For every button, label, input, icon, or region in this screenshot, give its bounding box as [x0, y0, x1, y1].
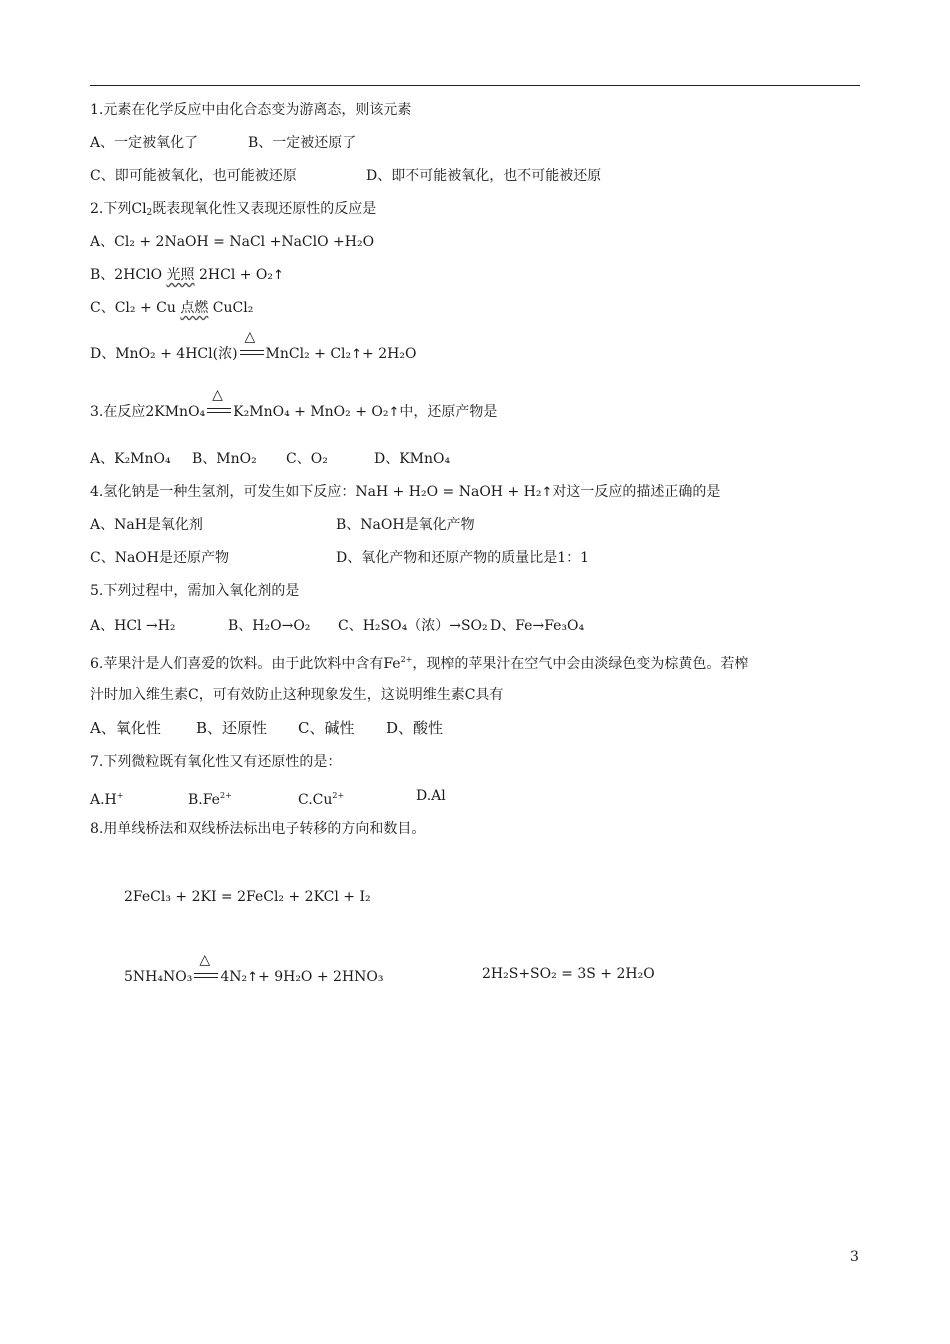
q1-option-c: C、即可能被氧化，也可能被还原	[90, 168, 297, 184]
heat-equals-icon	[240, 329, 264, 360]
q2-stem-post: 既表现氧化性又表现还原性的反应是	[152, 201, 377, 217]
q2-option-c	[90, 299, 253, 317]
q1-option-a: A、一定被氧化了	[90, 135, 199, 151]
q1-stem: 1.元素在化学反应中由化合态变为游离态，则该元素	[90, 102, 412, 118]
q8-eq2-pre: 5NH₄NO₃	[124, 969, 193, 985]
q2-b-pre: B、2HClO	[90, 267, 163, 283]
q3-option-a: A、K₂MnO₄	[90, 451, 171, 467]
q2-d-pre: D、MnO₂ + 4HCl(浓)	[90, 346, 238, 362]
q2-c-condition: 点燃	[180, 300, 209, 316]
q7-stem: 7.下列微粒既有氧化性又有还原性的是：	[90, 754, 342, 770]
q2-option-a: A、Cl₂ + 2NaOH = NaCl +NaClO +H₂O	[90, 234, 375, 250]
page-number: 3	[850, 1249, 859, 1265]
q4-stem-post: 对这一反应的描述正确的是	[552, 484, 721, 500]
q8-eq2-post: 4N₂	[220, 969, 248, 985]
q4-option-d: D、氧化产物和还原产物的质量比是1：1	[336, 550, 590, 566]
q7-b-sup: 2+	[219, 791, 232, 800]
gas-up-arrow-icon: ↑	[351, 347, 363, 362]
q8-eq2-tail: + 9H₂O + 2HNO₃	[258, 969, 384, 985]
q5-option-a: A、HCl →H₂	[90, 618, 176, 634]
q4-option-c: C、NaOH是还原产物	[90, 550, 229, 566]
q6-option-a: A、氧化性	[90, 719, 161, 737]
q3-option-d: D、KMnO₄	[374, 451, 451, 467]
q3-stem	[90, 387, 498, 422]
q6-option-d: D、酸性	[386, 719, 444, 737]
q2-c-pre: C、Cl₂ + Cu	[90, 300, 176, 316]
q6-stem-2: 汁时加入维生素C，可有效防止这种现象发生，这说明维生素C具有	[90, 687, 504, 703]
q6-option-c: C、碱性	[298, 719, 355, 737]
gas-up-arrow-icon: ↑	[541, 485, 553, 500]
q8-equation-1: 2FeCl₃ + 2KI = 2FeCl₂ + 2KCl + I₂	[124, 889, 371, 905]
q2-c-post: CuCl₂	[212, 300, 254, 316]
heat-equals-icon	[207, 387, 231, 418]
q7-option-b	[188, 787, 232, 809]
delta-icon: △	[199, 952, 211, 968]
q5-option-b: B、H₂O→O₂	[228, 618, 311, 634]
delta-icon: △	[244, 329, 256, 345]
q2-b-condition: 光照	[166, 267, 195, 283]
q1-option-d: D、即不可能被氧化，也不可能被还原	[366, 168, 602, 184]
delta-icon: △	[212, 387, 223, 403]
q3-option-b: B、MnO₂	[192, 451, 257, 467]
q2-b-post: 2HCl + O₂	[198, 267, 274, 283]
gas-up-arrow-icon: ↑	[388, 405, 400, 420]
q5-option-c: C、H₂SO₄（浓）→SO₂	[338, 618, 488, 634]
q4-stem-pre: 4.氢化钠是一种生氢剂，可发生如下反应：NaH + H₂O = NaOH + H₂	[90, 484, 542, 500]
q7-c-text: C.Cu	[298, 792, 333, 808]
q5-stem: 5.下列过程中，需加入氧化剂的是	[90, 583, 300, 599]
heat-equals-icon	[194, 952, 218, 983]
q7-option-a	[90, 787, 123, 809]
q2-stem-pre: 2.下列Cl	[90, 201, 147, 217]
q7-c-sup: 2+	[332, 791, 345, 800]
q8-equation-3: 2H₂S+SO₂ = 3S + 2H₂O	[482, 966, 655, 982]
q2-d-post: MnCl₂ + Cl₂	[265, 346, 352, 362]
q6-stem-1	[90, 651, 748, 673]
q3-stem-mid: K₂MnO₄ + MnO₂ + O₂	[233, 404, 389, 420]
q6-stem-sup: 2+	[400, 655, 413, 664]
q3-option-c: C、O₂	[286, 451, 328, 467]
q8-equation-2	[124, 952, 384, 987]
q7-a-sup: +	[116, 791, 124, 800]
q4-option-a: A、NaH是氧化剂	[90, 517, 203, 533]
q7-option-c	[298, 787, 344, 809]
q2-d-tail: + 2H₂O	[362, 346, 417, 362]
q2-option-d	[90, 329, 417, 364]
q6-stem-post: ，现榨的苹果汁在空气中会由淡绿色变为棕黄色。若榨	[412, 656, 749, 672]
q3-stem-pre: 3.在反应2KMnO₄	[90, 404, 206, 420]
q7-b-text: B.Fe	[188, 792, 220, 808]
gas-up-arrow-icon: ↑	[247, 970, 259, 985]
q2-option-b	[90, 266, 284, 285]
q6-stem-pre: 6.苹果汁是人们喜爱的饮料。由于此饮料中含有Fe	[90, 656, 401, 672]
q6-option-b: B、还原性	[196, 719, 268, 737]
q4-option-b: B、NaOH是氧化产物	[336, 517, 475, 533]
q8-stem: 8.用单线桥法和双线桥法标出电子转移的方向和数目。	[90, 821, 426, 837]
q7-option-d: D.Al	[416, 788, 446, 804]
q1-option-b: B、一定被还原了	[248, 135, 357, 151]
header-rule	[90, 85, 860, 86]
q2-stem: 2.下列$Cl_2$既表现氧化性又表现还原性的反应是	[90, 201, 377, 218]
q3-stem-post: 中，还原产物是	[399, 404, 498, 420]
gas-up-arrow-icon: ↑	[273, 268, 284, 283]
q5-option-d: D、Fe→Fe₃O₄	[490, 618, 585, 634]
q7-a-text: A.H	[90, 792, 117, 808]
q4-stem	[90, 483, 720, 502]
